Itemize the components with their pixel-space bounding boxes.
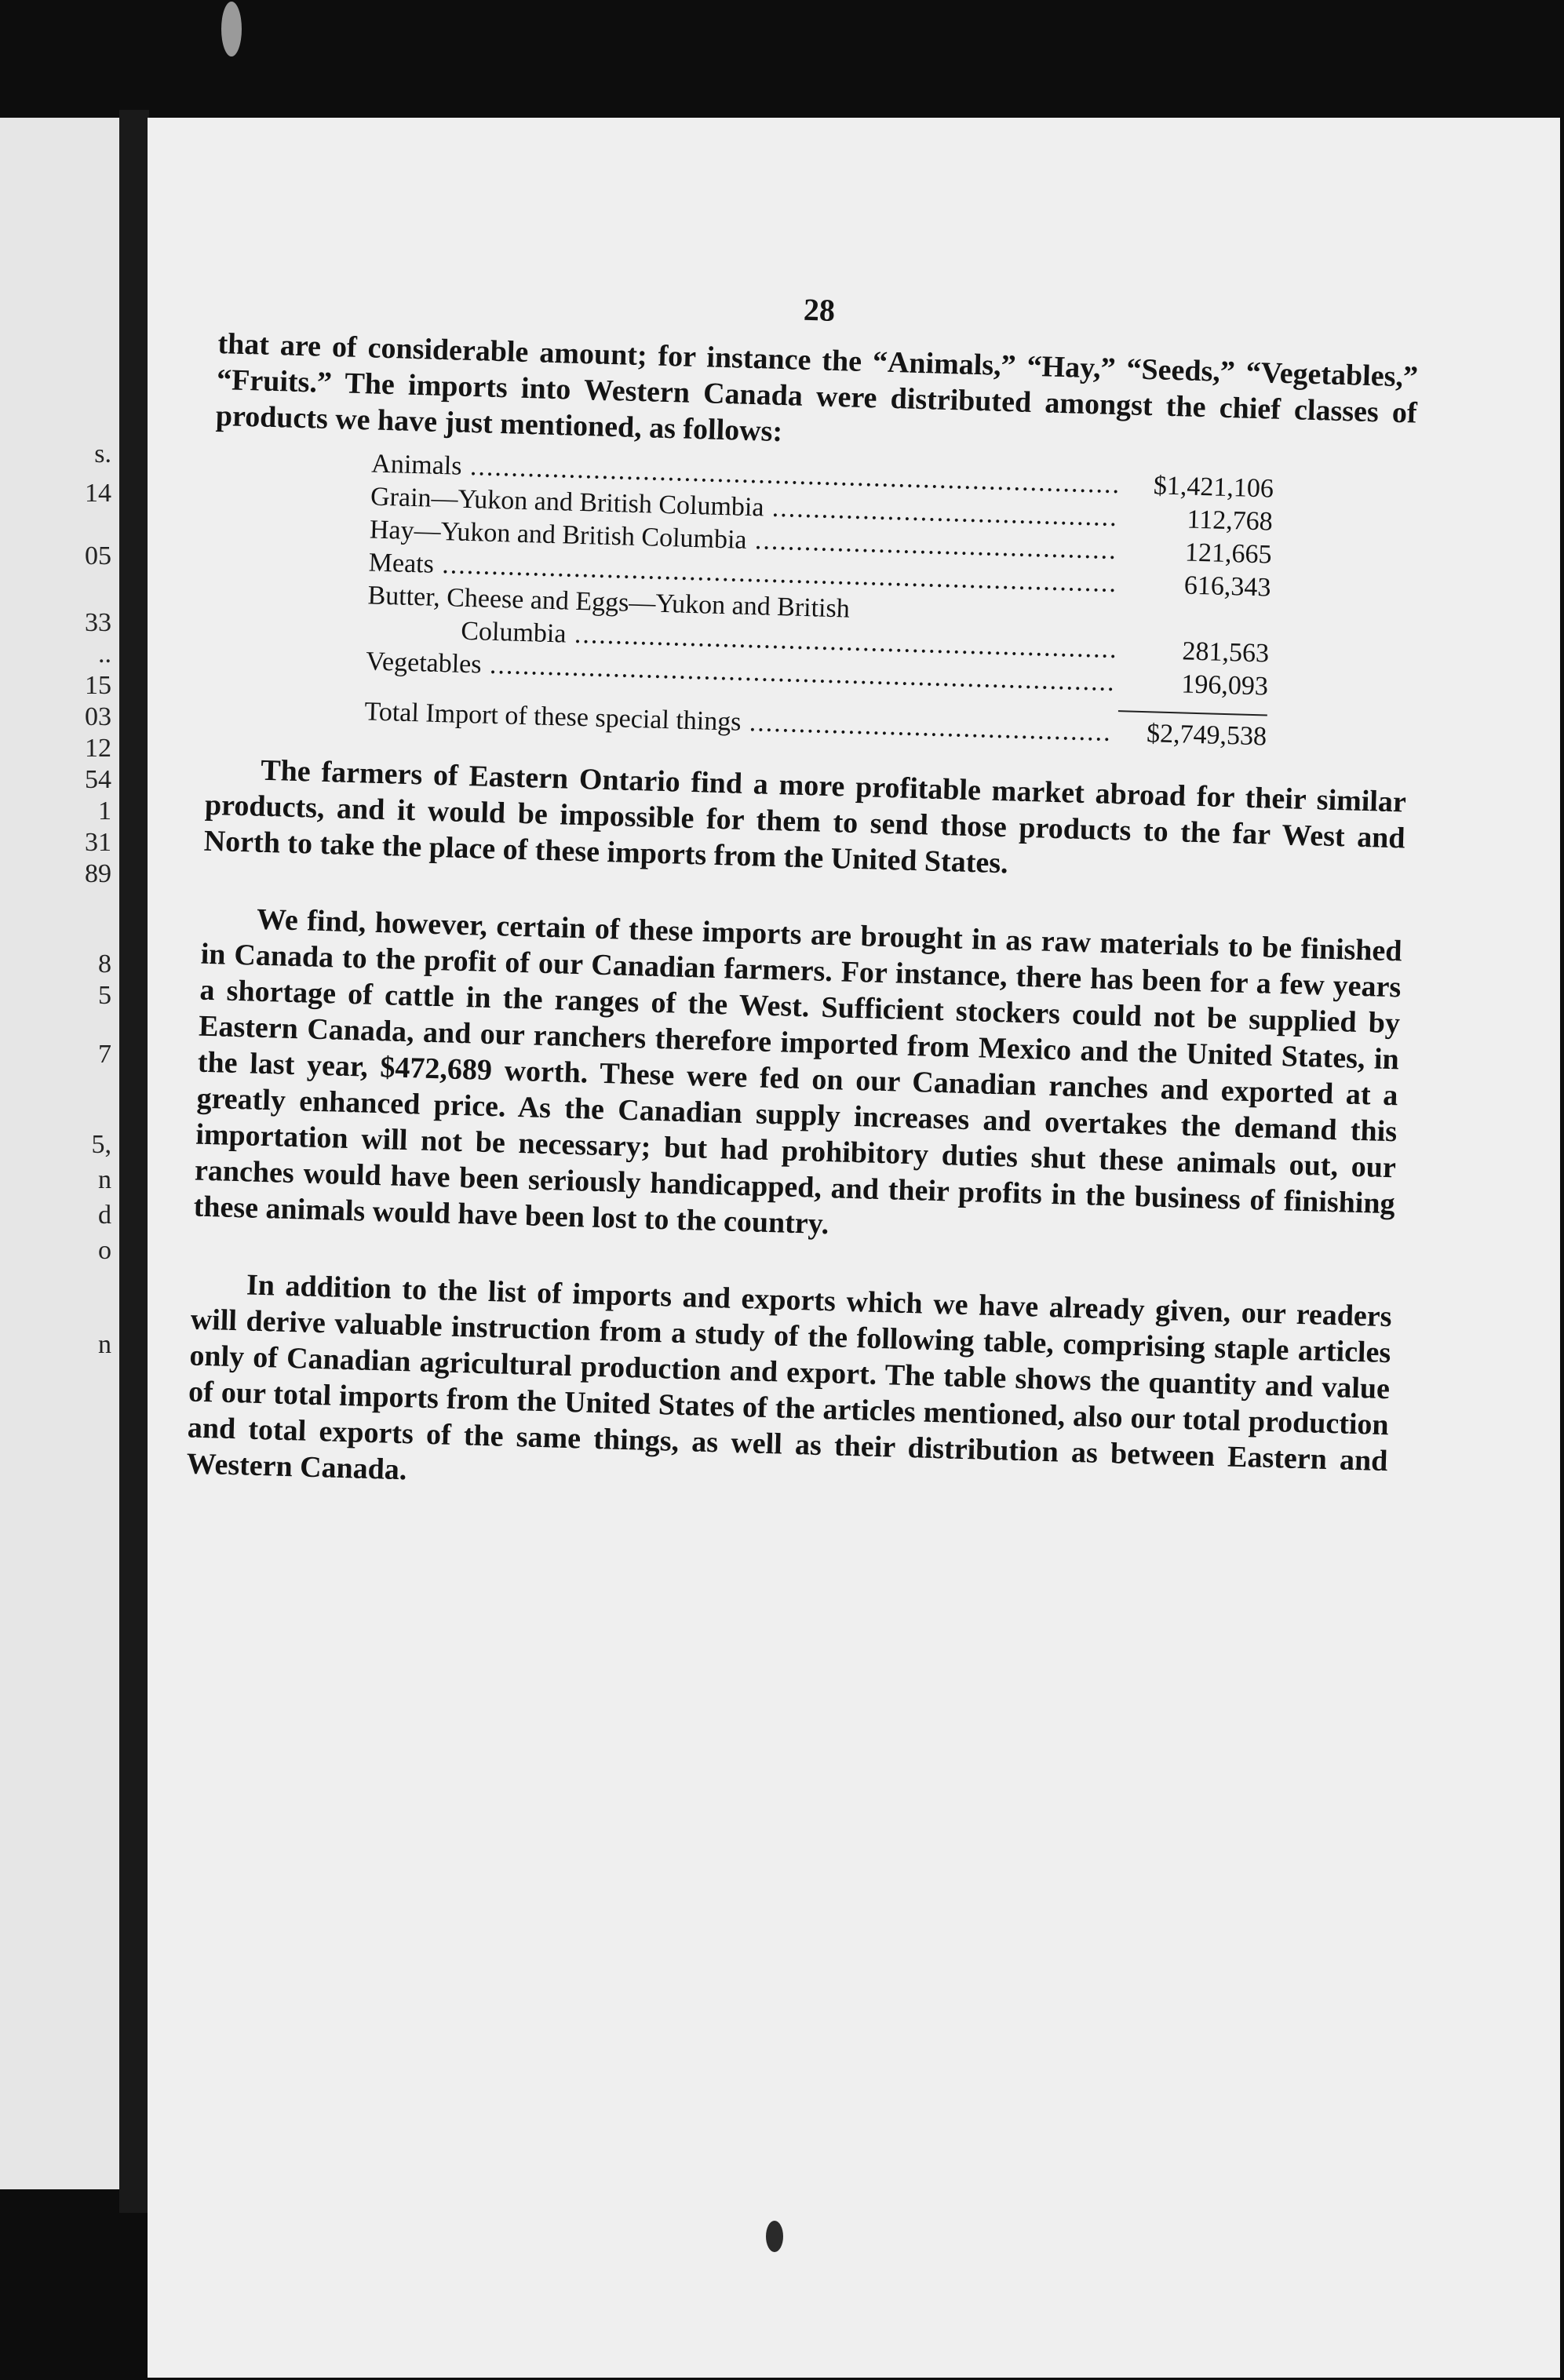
row-label-first-line: Butter, Cheese and Eggs—Yukon and British bbox=[367, 581, 851, 624]
book-gutter bbox=[119, 110, 149, 2213]
ink-smudge bbox=[766, 2221, 783, 2252]
prev-page-fragment: 03 bbox=[85, 702, 111, 731]
prev-page-fragment: n bbox=[98, 1165, 111, 1194]
page-number: 28 bbox=[803, 291, 836, 328]
row-value: 616,343 bbox=[1183, 570, 1271, 603]
row-value: 281,563 bbox=[1182, 636, 1270, 669]
prev-page-fragment: 1 bbox=[98, 796, 111, 826]
prev-page-fragment: 12 bbox=[85, 734, 111, 763]
scan-artifact bbox=[221, 2, 242, 56]
total-label: Total Import of these special things ..... bbox=[364, 695, 1114, 749]
prev-page-fragment: 8 bbox=[98, 949, 111, 979]
total-rule bbox=[1118, 710, 1267, 716]
previous-page-edge bbox=[0, 118, 119, 2189]
prev-page-fragment: 5 bbox=[98, 981, 111, 1010]
prev-page-fragment: 05 bbox=[85, 541, 111, 570]
row-label: Meats ..... bbox=[368, 546, 1117, 600]
row-label-continuation: Columbia ..... bbox=[366, 612, 1116, 666]
prev-page-fragment: 33 bbox=[85, 608, 111, 637]
prev-page-fragment: s. bbox=[94, 439, 111, 468]
body-paragraph: We find, however, certain of these imports are brought in as raw materials to be finished in Canada to the profit of our Canadian farmers. For instance, there has been for a few years a shortage of cattle in the ranges of the West. Sufficient stockers could not be supplied by Eastern Canada, and our ranchers therefore imported from Mexico and the United States, in the last year, $472,689 worth. These were fed on our Canadian ranches and exported at a greatly enhanced price. As the Canadian supply increases and overtakes the demand this importation will not be necessary; but had prohibitory duties shut these animals out, our ranches would have been seriously handicapped, and their profits in the business of finishing these animals would have been lost to the country. bbox=[193, 902, 1403, 1241]
row-value: 196,093 bbox=[1180, 669, 1269, 702]
prev-page-fragment: o bbox=[98, 1236, 111, 1265]
book-page bbox=[148, 118, 1560, 2378]
row-label: Hay—Yukon and British Columbia ..... bbox=[369, 513, 1118, 567]
body-paragraph: The farmers of Eastern Ontario find a more profitable market abroad for their similar products, and it would be impossible for them to send those products to the far West and North to take the place of these imports from the United States. bbox=[203, 753, 1407, 880]
row-label: Vegetables ..... bbox=[366, 645, 1115, 699]
prev-page-fragment: 89 bbox=[85, 859, 111, 888]
prev-page-fragment: 7 bbox=[98, 1040, 111, 1069]
prev-page-fragment: 14 bbox=[85, 479, 111, 508]
row-label: Animals ..... bbox=[371, 448, 1121, 502]
imports-table bbox=[364, 448, 1274, 754]
total-value: $2,749,538 bbox=[1146, 719, 1267, 752]
row-value: 121,665 bbox=[1184, 538, 1273, 570]
prev-page-fragment: n bbox=[98, 1330, 111, 1359]
prev-page-fragment: .. bbox=[98, 640, 111, 669]
prev-page-fragment: d bbox=[98, 1201, 111, 1230]
row-label: Grain—Yukon and British Columbia ..... bbox=[370, 480, 1120, 534]
row-value: $1,421,106 bbox=[1153, 471, 1274, 504]
prev-page-fragment: 5, bbox=[91, 1130, 111, 1159]
body-paragraph: In addition to the list of imports and exports which we have already given, our readers will derive valuable instruction from a study of the following table, comprising staple articles only of Canadian agricultural production and export. The table shows the quantity and value of our total imports from the United States of the articles mentioned, also our total production and total exports of the same things, as well as their distribution as between Eastern and Western Canada. bbox=[186, 1268, 1393, 1487]
prev-page-fragment: 54 bbox=[85, 765, 111, 794]
page-content bbox=[186, 275, 1420, 1515]
row-value: 112,768 bbox=[1187, 505, 1274, 537]
prev-page-fragment: 15 bbox=[85, 671, 111, 700]
intro-paragraph: that are of considerable amount; for instance the “Animals,” “Hay,” “Seeds,” “Vegetables,” “Fruits.” The imports into Western Canada were distributed amongst the chief classes of products we have just mentioned, as follows: bbox=[215, 326, 1419, 449]
prev-page-fragment: 31 bbox=[85, 828, 111, 857]
